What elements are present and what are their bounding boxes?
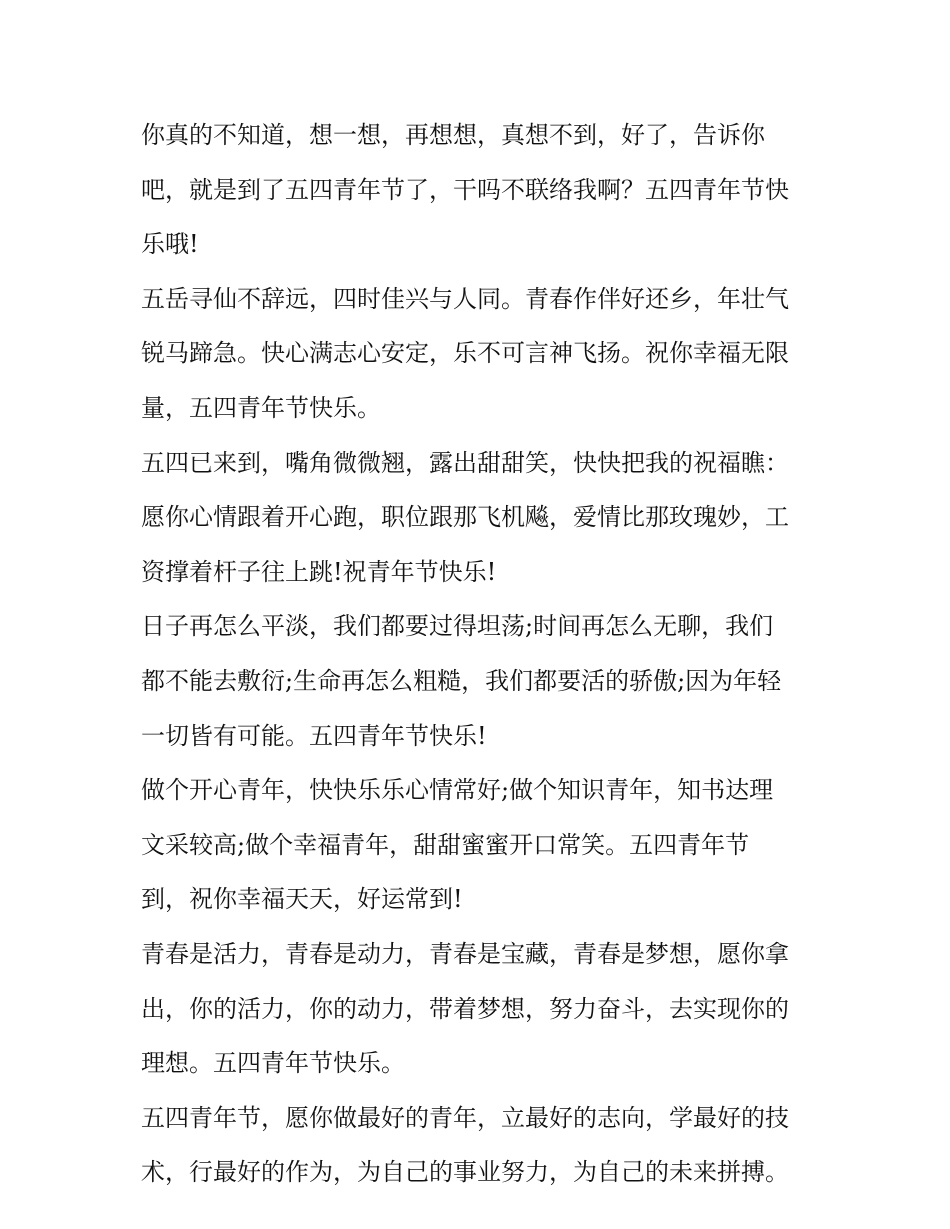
text-line: 吧，就是到了五四青年节了，干吗不联络我啊？五四青年节快 — [141, 175, 789, 204]
text-line: 都不能去敷衍;生命再怎么粗糙，我们都要活的骄傲;因为年轻 — [141, 666, 782, 695]
text-line: 一切皆有可能。五四青年节快乐! — [141, 721, 487, 750]
text-line: 资撑着杆子往上跳!祝青年节快乐! — [141, 557, 497, 586]
text-line: 五四青年节，愿你做最好的青年，立最好的志向，学最好的技 — [141, 1103, 789, 1132]
text-line: 理想。五四青年节快乐。 — [141, 1049, 405, 1078]
text-line: 量，五四青年节快乐。 — [141, 393, 381, 422]
text-line: 青春是活力，青春是动力，青春是宝藏，青春是梦想，愿你拿 — [141, 939, 789, 968]
text-line: 乐哦! — [141, 230, 199, 259]
text-line: 日子再怎么平淡，我们都要过得坦荡;时间再怎么无聊，我们 — [141, 612, 774, 641]
text-line: 文采较高;做个幸福青年，甜甜蜜蜜开口常笑。五四青年节 — [141, 830, 750, 859]
text-line: 出，你的活力，你的动力，带着梦想，努力奋斗，去实现你的 — [141, 994, 789, 1023]
document-body — [141, 108, 811, 1200]
text-line: 做个开心青年，快快乐乐心情常好;做个知识青年，知书达理 — [141, 776, 774, 805]
text-line: 愿你心情跟着开心跑，职位跟那飞机飚，爱情比那玫瑰妙，工 — [141, 503, 789, 532]
text-line: 到，祝你幸福天天，好运常到! — [141, 885, 463, 914]
text-line: 锐马蹄急。快心满志心安定，乐不可言神飞扬。祝你幸福无限 — [141, 339, 789, 368]
text-line: 你真的不知道，想一想，再想想，真想不到，好了，告诉你 — [141, 121, 765, 149]
text-line: 五岳寻仙不辞远，四时佳兴与人同。青春作伴好还乡，年壮气 — [141, 284, 789, 313]
text-line: 术，行最好的作为，为自己的事业努力，为自己的未来拼搏。 — [141, 1158, 789, 1187]
text-line: 五四已来到，嘴角微微翘，露出甜甜笑，快快把我的祝福瞧： — [141, 448, 789, 477]
